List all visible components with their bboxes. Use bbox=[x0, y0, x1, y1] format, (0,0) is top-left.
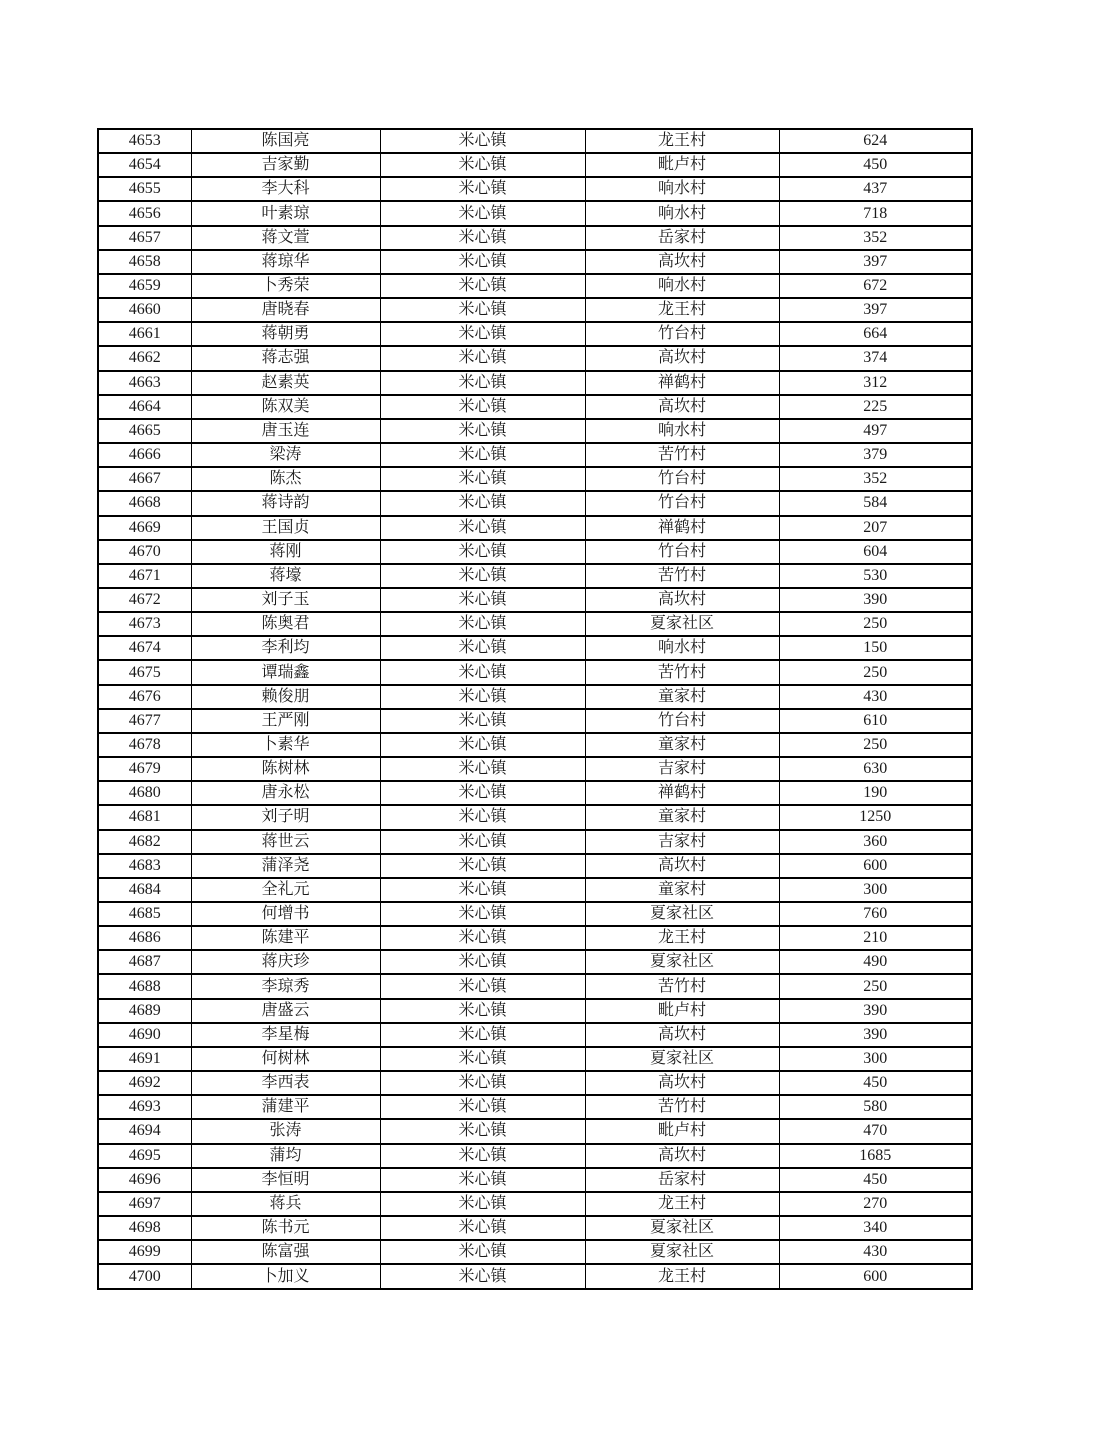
cell-village: 毗卢村 bbox=[585, 153, 779, 177]
cell-name: 赖俊朋 bbox=[191, 685, 380, 709]
cell-id: 4683 bbox=[98, 854, 191, 878]
cell-village: 龙王村 bbox=[585, 1264, 779, 1289]
cell-name: 何增书 bbox=[191, 902, 380, 926]
cell-id: 4659 bbox=[98, 274, 191, 298]
cell-amount: 340 bbox=[779, 1216, 972, 1240]
cell-amount: 352 bbox=[779, 467, 972, 491]
table-row bbox=[98, 371, 972, 395]
table-row bbox=[98, 1240, 972, 1264]
cell-town: 米心镇 bbox=[380, 226, 585, 250]
cell-village: 禅鹤村 bbox=[585, 371, 779, 395]
cell-town: 米心镇 bbox=[380, 177, 585, 201]
cell-town: 米心镇 bbox=[380, 491, 585, 515]
cell-name: 李恒明 bbox=[191, 1168, 380, 1192]
cell-village: 禅鹤村 bbox=[585, 781, 779, 805]
cell-village: 高坎村 bbox=[585, 1071, 779, 1095]
cell-village: 童家村 bbox=[585, 733, 779, 757]
cell-village: 吉家村 bbox=[585, 757, 779, 781]
cell-village: 竹台村 bbox=[585, 709, 779, 733]
cell-amount: 190 bbox=[779, 781, 972, 805]
cell-amount: 390 bbox=[779, 999, 972, 1023]
table-row bbox=[98, 516, 972, 540]
cell-amount: 300 bbox=[779, 878, 972, 902]
cell-id: 4678 bbox=[98, 733, 191, 757]
cell-town: 米心镇 bbox=[380, 564, 585, 588]
cell-town: 米心镇 bbox=[380, 685, 585, 709]
table-row bbox=[98, 1216, 972, 1240]
cell-name: 唐永松 bbox=[191, 781, 380, 805]
cell-name: 陈树林 bbox=[191, 757, 380, 781]
cell-name: 唐盛云 bbox=[191, 999, 380, 1023]
table-row bbox=[98, 660, 972, 684]
cell-town: 米心镇 bbox=[380, 950, 585, 974]
cell-village: 夏家社区 bbox=[585, 612, 779, 636]
cell-id: 4653 bbox=[98, 129, 191, 153]
cell-amount: 390 bbox=[779, 1023, 972, 1047]
cell-town: 米心镇 bbox=[380, 1023, 585, 1047]
cell-id: 4672 bbox=[98, 588, 191, 612]
cell-amount: 718 bbox=[779, 201, 972, 225]
cell-town: 米心镇 bbox=[380, 1264, 585, 1289]
cell-amount: 430 bbox=[779, 685, 972, 709]
cell-id: 4670 bbox=[98, 540, 191, 564]
cell-town: 米心镇 bbox=[380, 805, 585, 829]
cell-id: 4686 bbox=[98, 926, 191, 950]
cell-id: 4694 bbox=[98, 1119, 191, 1143]
cell-amount: 270 bbox=[779, 1192, 972, 1216]
cell-village: 岳家村 bbox=[585, 226, 779, 250]
table-row bbox=[98, 685, 972, 709]
cell-id: 4655 bbox=[98, 177, 191, 201]
cell-amount: 430 bbox=[779, 1240, 972, 1264]
table-row bbox=[98, 153, 972, 177]
cell-name: 蒋壕 bbox=[191, 564, 380, 588]
cell-name: 卜秀荣 bbox=[191, 274, 380, 298]
table-row bbox=[98, 757, 972, 781]
cell-amount: 225 bbox=[779, 395, 972, 419]
cell-town: 米心镇 bbox=[380, 467, 585, 491]
cell-village: 岳家村 bbox=[585, 1168, 779, 1192]
cell-town: 米心镇 bbox=[380, 346, 585, 370]
table-row bbox=[98, 201, 972, 225]
cell-village: 苦竹村 bbox=[585, 660, 779, 684]
cell-name: 陈双美 bbox=[191, 395, 380, 419]
cell-village: 夏家社区 bbox=[585, 1216, 779, 1240]
cell-id: 4700 bbox=[98, 1264, 191, 1289]
cell-town: 米心镇 bbox=[380, 781, 585, 805]
table-row bbox=[98, 322, 972, 346]
cell-amount: 207 bbox=[779, 516, 972, 540]
cell-amount: 600 bbox=[779, 1264, 972, 1289]
cell-name: 唐晓春 bbox=[191, 298, 380, 322]
table-row bbox=[98, 346, 972, 370]
cell-town: 米心镇 bbox=[380, 129, 585, 153]
cell-town: 米心镇 bbox=[380, 1168, 585, 1192]
cell-name: 陈杰 bbox=[191, 467, 380, 491]
cell-id: 4685 bbox=[98, 902, 191, 926]
cell-amount: 584 bbox=[779, 491, 972, 515]
cell-village: 高坎村 bbox=[585, 395, 779, 419]
cell-amount: 150 bbox=[779, 636, 972, 660]
cell-town: 米心镇 bbox=[380, 298, 585, 322]
table-row bbox=[98, 1119, 972, 1143]
cell-village: 毗卢村 bbox=[585, 1119, 779, 1143]
table-row bbox=[98, 902, 972, 926]
cell-name: 蒋世云 bbox=[191, 830, 380, 854]
table-row bbox=[98, 636, 972, 660]
cell-name: 王国贞 bbox=[191, 516, 380, 540]
cell-id: 4658 bbox=[98, 250, 191, 274]
cell-town: 米心镇 bbox=[380, 612, 585, 636]
cell-town: 米心镇 bbox=[380, 419, 585, 443]
cell-name: 蒋朝勇 bbox=[191, 322, 380, 346]
cell-town: 米心镇 bbox=[380, 274, 585, 298]
cell-village: 苦竹村 bbox=[585, 564, 779, 588]
table-row bbox=[98, 564, 972, 588]
cell-town: 米心镇 bbox=[380, 201, 585, 225]
table-row bbox=[98, 298, 972, 322]
table-row bbox=[98, 250, 972, 274]
cell-amount: 397 bbox=[779, 250, 972, 274]
cell-amount: 624 bbox=[779, 129, 972, 153]
cell-amount: 630 bbox=[779, 757, 972, 781]
cell-town: 米心镇 bbox=[380, 1071, 585, 1095]
table-row bbox=[98, 1168, 972, 1192]
cell-village: 夏家社区 bbox=[585, 1240, 779, 1264]
cell-id: 4673 bbox=[98, 612, 191, 636]
cell-id: 4680 bbox=[98, 781, 191, 805]
cell-id: 4688 bbox=[98, 974, 191, 998]
cell-village: 龙王村 bbox=[585, 298, 779, 322]
cell-town: 米心镇 bbox=[380, 443, 585, 467]
table-row bbox=[98, 950, 972, 974]
table-row bbox=[98, 733, 972, 757]
cell-amount: 390 bbox=[779, 588, 972, 612]
table-row bbox=[98, 1095, 972, 1119]
table-row bbox=[98, 129, 972, 153]
cell-amount: 497 bbox=[779, 419, 972, 443]
cell-id: 4671 bbox=[98, 564, 191, 588]
cell-name: 李利均 bbox=[191, 636, 380, 660]
cell-name: 李大科 bbox=[191, 177, 380, 201]
table-row bbox=[98, 612, 972, 636]
cell-town: 米心镇 bbox=[380, 902, 585, 926]
cell-village: 高坎村 bbox=[585, 1144, 779, 1168]
table-row bbox=[98, 1264, 972, 1289]
cell-amount: 604 bbox=[779, 540, 972, 564]
cell-id: 4695 bbox=[98, 1144, 191, 1168]
cell-village: 苦竹村 bbox=[585, 974, 779, 998]
cell-town: 米心镇 bbox=[380, 733, 585, 757]
cell-village: 竹台村 bbox=[585, 467, 779, 491]
cell-town: 米心镇 bbox=[380, 371, 585, 395]
cell-amount: 250 bbox=[779, 660, 972, 684]
cell-id: 4669 bbox=[98, 516, 191, 540]
cell-village: 毗卢村 bbox=[585, 999, 779, 1023]
cell-name: 赵素英 bbox=[191, 371, 380, 395]
cell-name: 刘子玉 bbox=[191, 588, 380, 612]
table-row bbox=[98, 830, 972, 854]
cell-name: 蒋庆珍 bbox=[191, 950, 380, 974]
cell-id: 4699 bbox=[98, 1240, 191, 1264]
cell-id: 4674 bbox=[98, 636, 191, 660]
cell-name: 蒋兵 bbox=[191, 1192, 380, 1216]
table-row bbox=[98, 540, 972, 564]
cell-id: 4677 bbox=[98, 709, 191, 733]
cell-id: 4667 bbox=[98, 467, 191, 491]
cell-amount: 600 bbox=[779, 854, 972, 878]
cell-name: 张涛 bbox=[191, 1119, 380, 1143]
cell-id: 4657 bbox=[98, 226, 191, 250]
table-row bbox=[98, 226, 972, 250]
cell-name: 何树林 bbox=[191, 1047, 380, 1071]
table-row bbox=[98, 999, 972, 1023]
cell-id: 4675 bbox=[98, 660, 191, 684]
cell-id: 4676 bbox=[98, 685, 191, 709]
table-row bbox=[98, 467, 972, 491]
table-row bbox=[98, 491, 972, 515]
cell-id: 4698 bbox=[98, 1216, 191, 1240]
table-row bbox=[98, 1071, 972, 1095]
cell-amount: 250 bbox=[779, 733, 972, 757]
cell-id: 4661 bbox=[98, 322, 191, 346]
cell-id: 4654 bbox=[98, 153, 191, 177]
cell-name: 李西表 bbox=[191, 1071, 380, 1095]
cell-village: 夏家社区 bbox=[585, 902, 779, 926]
table-row bbox=[98, 588, 972, 612]
cell-name: 陈建平 bbox=[191, 926, 380, 950]
cell-town: 米心镇 bbox=[380, 1095, 585, 1119]
cell-amount: 1685 bbox=[779, 1144, 972, 1168]
cell-name: 全礼元 bbox=[191, 878, 380, 902]
cell-village: 竹台村 bbox=[585, 540, 779, 564]
cell-id: 4696 bbox=[98, 1168, 191, 1192]
cell-village: 苦竹村 bbox=[585, 443, 779, 467]
cell-town: 米心镇 bbox=[380, 830, 585, 854]
cell-amount: 672 bbox=[779, 274, 972, 298]
roster-table bbox=[97, 128, 973, 1290]
table-row bbox=[98, 854, 972, 878]
cell-town: 米心镇 bbox=[380, 588, 585, 612]
cell-town: 米心镇 bbox=[380, 999, 585, 1023]
cell-town: 米心镇 bbox=[380, 974, 585, 998]
table-row bbox=[98, 781, 972, 805]
cell-town: 米心镇 bbox=[380, 1216, 585, 1240]
cell-id: 4665 bbox=[98, 419, 191, 443]
cell-village: 苦竹村 bbox=[585, 1095, 779, 1119]
cell-name: 李星梅 bbox=[191, 1023, 380, 1047]
cell-id: 4687 bbox=[98, 950, 191, 974]
cell-village: 童家村 bbox=[585, 685, 779, 709]
cell-village: 高坎村 bbox=[585, 250, 779, 274]
cell-id: 4662 bbox=[98, 346, 191, 370]
cell-amount: 450 bbox=[779, 1071, 972, 1095]
cell-town: 米心镇 bbox=[380, 540, 585, 564]
cell-amount: 250 bbox=[779, 612, 972, 636]
table-row bbox=[98, 926, 972, 950]
cell-name: 梁涛 bbox=[191, 443, 380, 467]
cell-town: 米心镇 bbox=[380, 878, 585, 902]
cell-amount: 664 bbox=[779, 322, 972, 346]
cell-name: 蒋刚 bbox=[191, 540, 380, 564]
cell-village: 夏家社区 bbox=[585, 950, 779, 974]
cell-name: 陈国亮 bbox=[191, 129, 380, 153]
cell-village: 吉家村 bbox=[585, 830, 779, 854]
cell-village: 高坎村 bbox=[585, 1023, 779, 1047]
cell-amount: 760 bbox=[779, 902, 972, 926]
cell-name: 唐玉连 bbox=[191, 419, 380, 443]
table-row bbox=[98, 395, 972, 419]
cell-amount: 580 bbox=[779, 1095, 972, 1119]
cell-name: 蒋文萱 bbox=[191, 226, 380, 250]
cell-name: 叶素琼 bbox=[191, 201, 380, 225]
table-row bbox=[98, 443, 972, 467]
cell-village: 高坎村 bbox=[585, 854, 779, 878]
cell-town: 米心镇 bbox=[380, 250, 585, 274]
cell-amount: 250 bbox=[779, 974, 972, 998]
cell-name: 蒲均 bbox=[191, 1144, 380, 1168]
cell-village: 高坎村 bbox=[585, 588, 779, 612]
table-row bbox=[98, 878, 972, 902]
cell-amount: 360 bbox=[779, 830, 972, 854]
cell-town: 米心镇 bbox=[380, 1119, 585, 1143]
cell-name: 蒲泽尧 bbox=[191, 854, 380, 878]
cell-name: 王严刚 bbox=[191, 709, 380, 733]
cell-village: 竹台村 bbox=[585, 491, 779, 515]
cell-id: 4666 bbox=[98, 443, 191, 467]
cell-name: 卜加义 bbox=[191, 1264, 380, 1289]
table-row bbox=[98, 177, 972, 201]
cell-village: 童家村 bbox=[585, 878, 779, 902]
cell-town: 米心镇 bbox=[380, 660, 585, 684]
cell-id: 4690 bbox=[98, 1023, 191, 1047]
cell-amount: 530 bbox=[779, 564, 972, 588]
cell-village: 响水村 bbox=[585, 636, 779, 660]
cell-town: 米心镇 bbox=[380, 322, 585, 346]
cell-id: 4668 bbox=[98, 491, 191, 515]
cell-id: 4689 bbox=[98, 999, 191, 1023]
cell-town: 米心镇 bbox=[380, 516, 585, 540]
cell-id: 4692 bbox=[98, 1071, 191, 1095]
cell-amount: 450 bbox=[779, 1168, 972, 1192]
cell-id: 4660 bbox=[98, 298, 191, 322]
cell-name: 蒲建平 bbox=[191, 1095, 380, 1119]
cell-id: 4693 bbox=[98, 1095, 191, 1119]
cell-name: 陈富强 bbox=[191, 1240, 380, 1264]
cell-amount: 397 bbox=[779, 298, 972, 322]
cell-id: 4684 bbox=[98, 878, 191, 902]
cell-amount: 1250 bbox=[779, 805, 972, 829]
cell-name: 李琼秀 bbox=[191, 974, 380, 998]
cell-village: 高坎村 bbox=[585, 346, 779, 370]
cell-village: 龙王村 bbox=[585, 926, 779, 950]
cell-town: 米心镇 bbox=[380, 1144, 585, 1168]
table-row bbox=[98, 709, 972, 733]
cell-name: 蒋志强 bbox=[191, 346, 380, 370]
cell-name: 蒋琼华 bbox=[191, 250, 380, 274]
cell-id: 4682 bbox=[98, 830, 191, 854]
cell-amount: 470 bbox=[779, 1119, 972, 1143]
table-row bbox=[98, 974, 972, 998]
cell-name: 陈奥君 bbox=[191, 612, 380, 636]
cell-amount: 490 bbox=[779, 950, 972, 974]
table-row bbox=[98, 1023, 972, 1047]
cell-village: 响水村 bbox=[585, 201, 779, 225]
cell-id: 4691 bbox=[98, 1047, 191, 1071]
table-row bbox=[98, 1192, 972, 1216]
cell-id: 4681 bbox=[98, 805, 191, 829]
cell-village: 禅鹤村 bbox=[585, 516, 779, 540]
cell-town: 米心镇 bbox=[380, 1192, 585, 1216]
cell-id: 4663 bbox=[98, 371, 191, 395]
cell-name: 蒋诗韵 bbox=[191, 491, 380, 515]
cell-name: 刘子明 bbox=[191, 805, 380, 829]
cell-town: 米心镇 bbox=[380, 926, 585, 950]
cell-town: 米心镇 bbox=[380, 636, 585, 660]
cell-amount: 450 bbox=[779, 153, 972, 177]
cell-village: 响水村 bbox=[585, 419, 779, 443]
cell-name: 吉家勤 bbox=[191, 153, 380, 177]
cell-name: 谭瑞鑫 bbox=[191, 660, 380, 684]
table-row bbox=[98, 1047, 972, 1071]
cell-town: 米心镇 bbox=[380, 854, 585, 878]
table-row bbox=[98, 805, 972, 829]
table-row bbox=[98, 1144, 972, 1168]
cell-amount: 437 bbox=[779, 177, 972, 201]
cell-amount: 312 bbox=[779, 371, 972, 395]
cell-village: 竹台村 bbox=[585, 322, 779, 346]
cell-village: 响水村 bbox=[585, 274, 779, 298]
table-row bbox=[98, 419, 972, 443]
cell-name: 卜素华 bbox=[191, 733, 380, 757]
cell-village: 夏家社区 bbox=[585, 1047, 779, 1071]
cell-town: 米心镇 bbox=[380, 153, 585, 177]
cell-town: 米心镇 bbox=[380, 757, 585, 781]
cell-amount: 352 bbox=[779, 226, 972, 250]
cell-village: 童家村 bbox=[585, 805, 779, 829]
cell-town: 米心镇 bbox=[380, 1240, 585, 1264]
cell-village: 龙王村 bbox=[585, 1192, 779, 1216]
cell-amount: 374 bbox=[779, 346, 972, 370]
cell-village: 龙王村 bbox=[585, 129, 779, 153]
cell-id: 4664 bbox=[98, 395, 191, 419]
cell-town: 米心镇 bbox=[380, 709, 585, 733]
cell-id: 4697 bbox=[98, 1192, 191, 1216]
cell-amount: 210 bbox=[779, 926, 972, 950]
cell-town: 米心镇 bbox=[380, 1047, 585, 1071]
cell-town: 米心镇 bbox=[380, 395, 585, 419]
cell-amount: 300 bbox=[779, 1047, 972, 1071]
cell-id: 4656 bbox=[98, 201, 191, 225]
cell-village: 响水村 bbox=[585, 177, 779, 201]
cell-amount: 379 bbox=[779, 443, 972, 467]
cell-id: 4679 bbox=[98, 757, 191, 781]
cell-name: 陈书元 bbox=[191, 1216, 380, 1240]
cell-amount: 610 bbox=[779, 709, 972, 733]
table-row bbox=[98, 274, 972, 298]
